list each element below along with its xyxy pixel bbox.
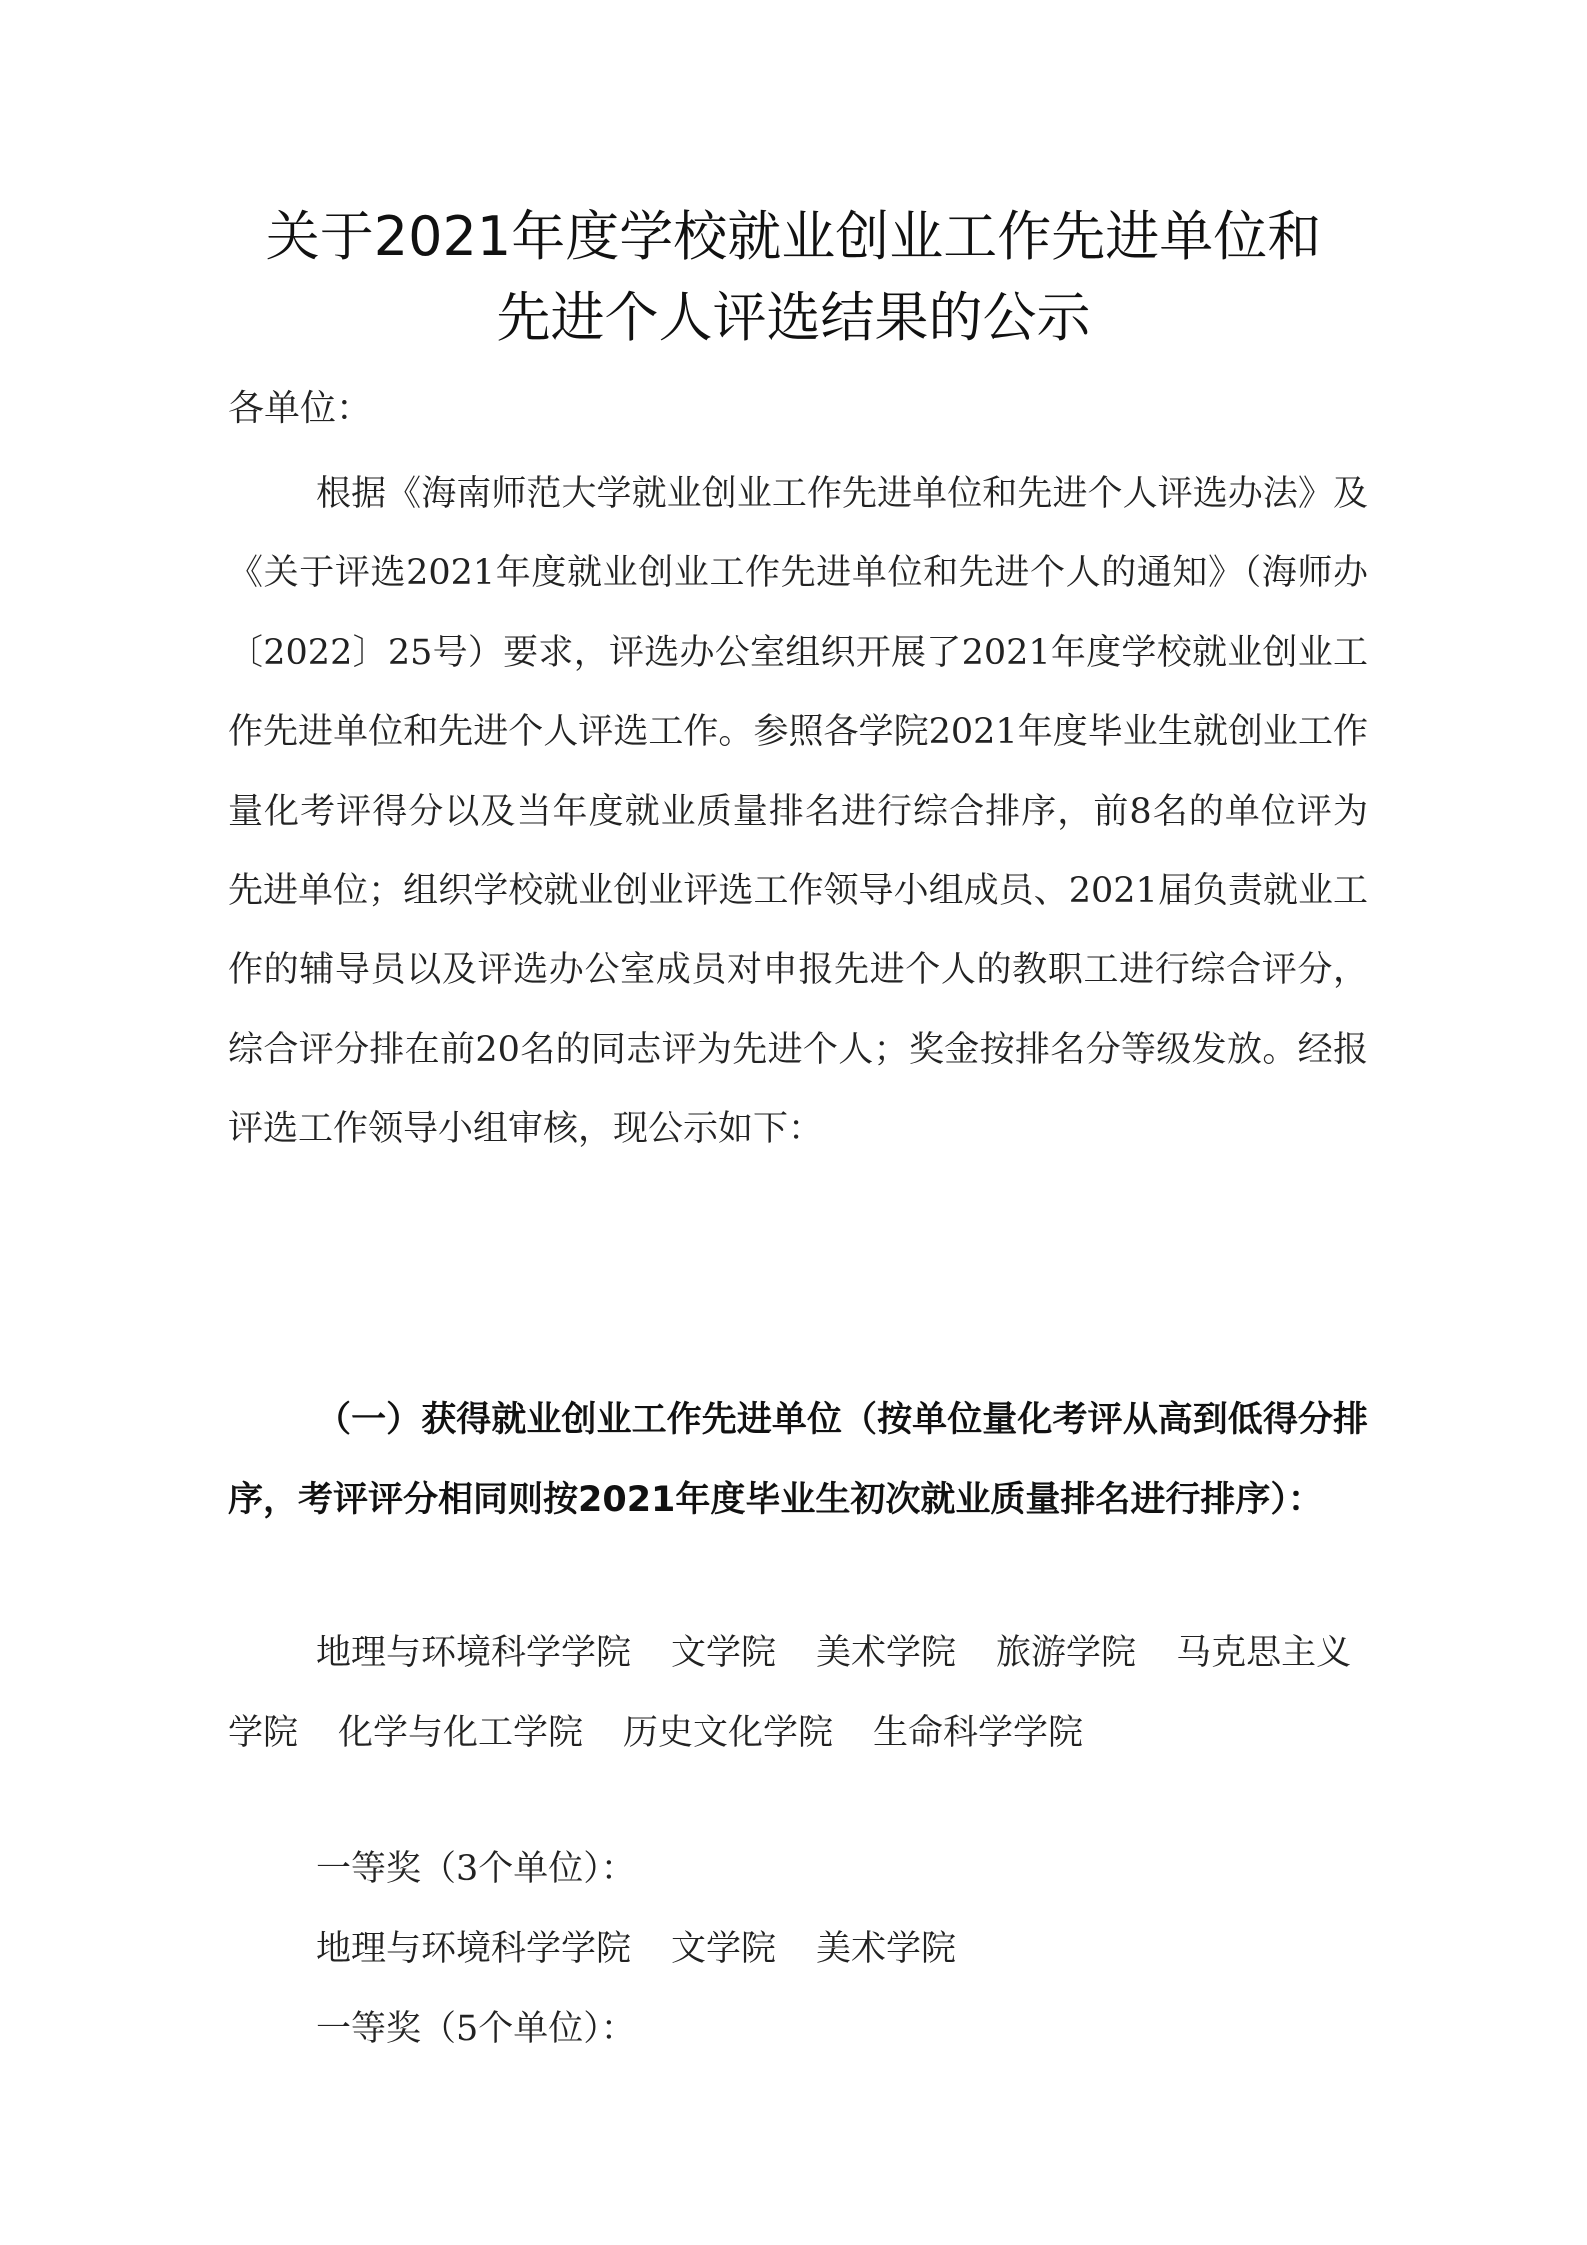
first-prize-label: 一等奖（3个单位）： xyxy=(316,1849,636,1889)
document-title-line-2: 先进个人评选结果的公示 xyxy=(496,286,1091,349)
unit-name: 美术学院 xyxy=(816,1929,957,1969)
unit-name: 地理与环境科学学院 xyxy=(316,1633,632,1673)
unit-name: 文学院 xyxy=(671,1929,777,1969)
unit-name: 历史文化学院 xyxy=(623,1713,834,1753)
section-heading-advanced-units: （一）获得就业创业工作先进单位（按单位量化考评从高到低得分排序，考评评分相同则按2021年度毕业生初次就业质量排名进行排序）： xyxy=(228,1400,1368,1520)
unit-name: 美术学院 xyxy=(816,1633,957,1673)
unit-name: 旅游学院 xyxy=(996,1633,1137,1673)
first-prize-units xyxy=(316,1921,996,1971)
unit-name: 马克思主义学院 xyxy=(228,1633,1352,1753)
unit-name: 文学院 xyxy=(671,1633,777,1673)
second-prize-label: 一等奖（5个单位）： xyxy=(316,2009,636,2049)
advanced-units-list xyxy=(228,1613,1368,1773)
unit-name: 地理与环境科学学院 xyxy=(316,1929,632,1969)
salutation: 各单位： xyxy=(228,388,373,429)
body-paragraph: 根据《海南师范大学就业创业工作先进单位和先进个人评选办法》及《关于评选2021年度就业创业工作先进单位和先进个人的通知》（海师办〔2022〕25号）要求，评选办公室组织开展了2021年度学校就业创业工作先进单位和先进个人评选工作。参照各学院2021年度毕业生就创业工作量化考评得分以及当年度就业质量排名进行综合排序，前8名的单位评为先进单位；组织学校就业创业评选工作领导小组成员、2021届负责就业工作的辅导员以及评选办公室成员对申报先进个人的教职工进行综合评分，综合评分排在前20名的同志评为先进个人；奖金按排名分等级发放。经报评选工作领导小组审核，现公示如下： xyxy=(228,474,1368,1150)
unit-name: 化学与化工学院 xyxy=(338,1713,584,1753)
unit-name: 生命科学学院 xyxy=(873,1713,1084,1753)
document-title-line-1: 关于2021年度学校就业创业工作先进单位和 xyxy=(265,205,1322,268)
